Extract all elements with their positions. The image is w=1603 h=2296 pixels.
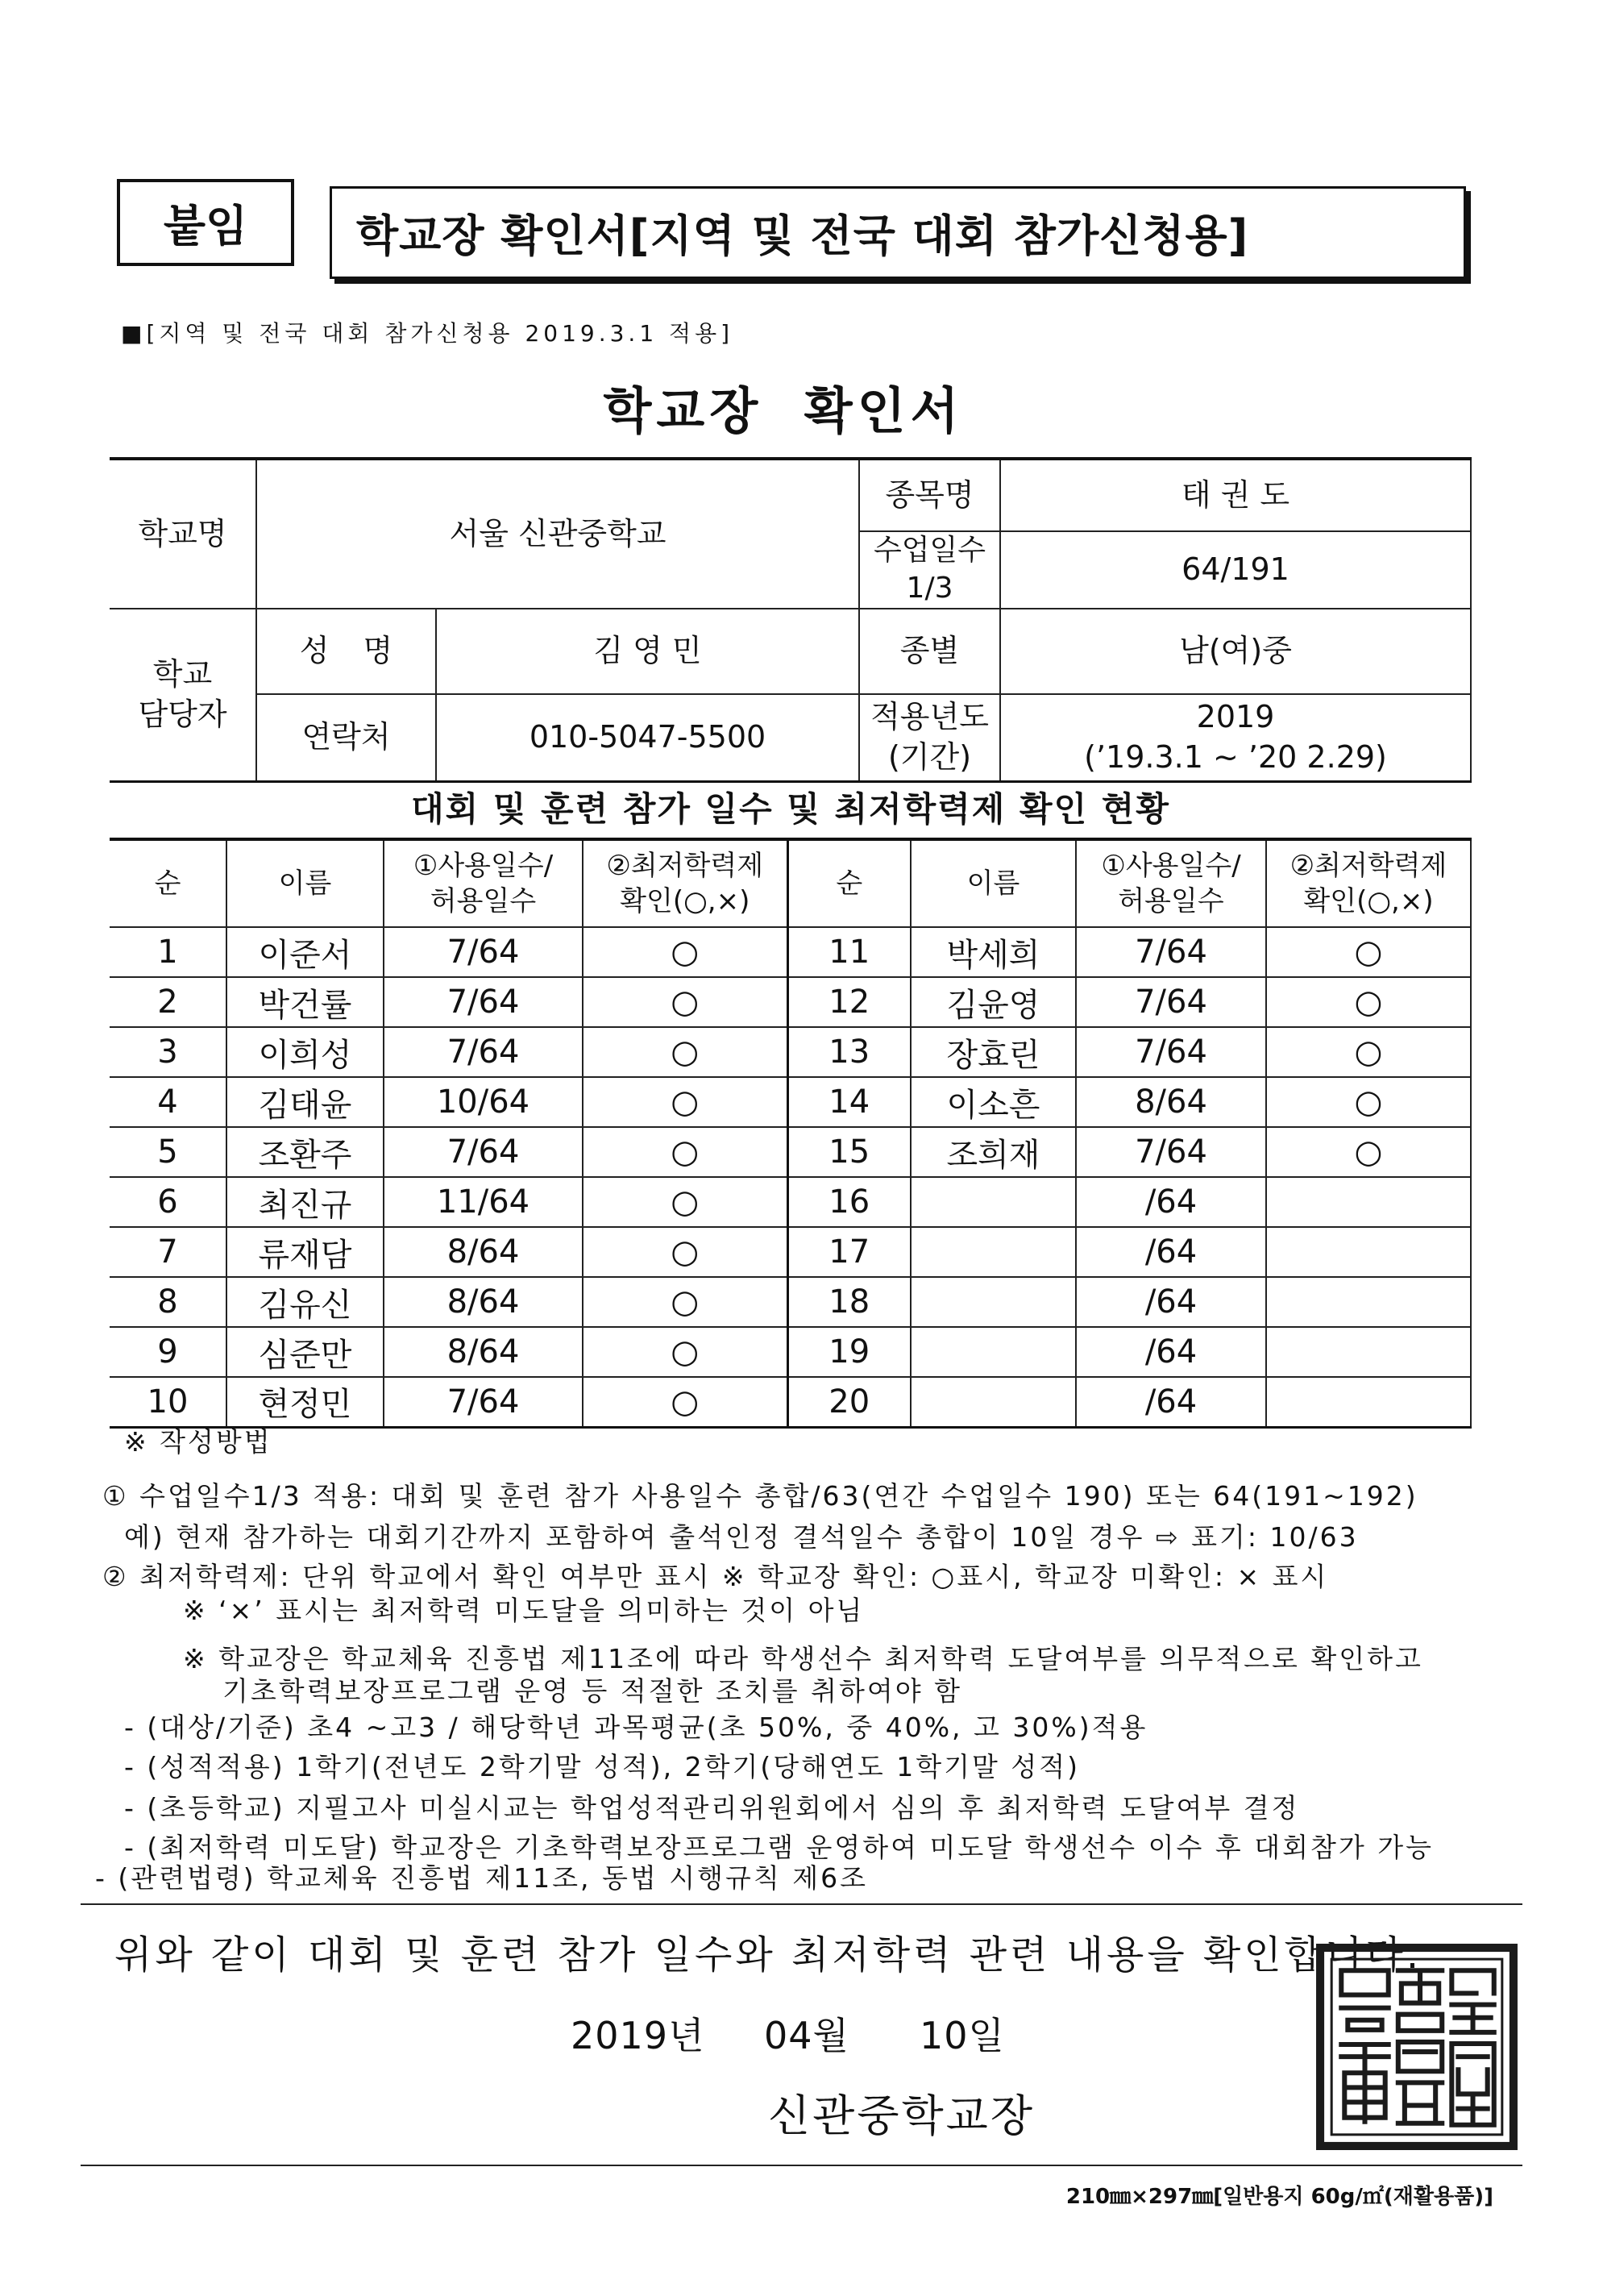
row-number: 18 bbox=[787, 1277, 911, 1327]
school-info-table bbox=[110, 457, 1472, 783]
class-days-label bbox=[859, 531, 1000, 609]
athlete-name: 최진규 bbox=[226, 1177, 384, 1227]
header-min-academic-line2: 확인(○,×) bbox=[620, 885, 750, 917]
days-used: /64 bbox=[1076, 1377, 1266, 1427]
confirmation-statement: 위와 같이 대회 및 훈련 참가 일수와 최저학력 관련 내용을 확인합니다. bbox=[114, 1932, 1422, 1978]
days-used: /64 bbox=[1076, 1227, 1266, 1277]
athlete-name bbox=[911, 1327, 1076, 1377]
manager-label-line2: 담당자 bbox=[138, 696, 227, 732]
min-academic-check bbox=[1266, 1377, 1471, 1427]
days-used: 7/64 bbox=[384, 1377, 583, 1427]
class-days-label-line2: 1/3 bbox=[906, 571, 953, 605]
school-name-value: 서울 신관중학교 bbox=[256, 459, 859, 609]
row-number: 20 bbox=[787, 1377, 911, 1427]
manager-label bbox=[110, 609, 256, 782]
athlete-name bbox=[911, 1277, 1076, 1327]
header-number: 순 bbox=[110, 839, 226, 927]
roster-row bbox=[110, 1227, 1471, 1277]
roster-row bbox=[110, 1027, 1471, 1077]
row-number: 13 bbox=[787, 1027, 911, 1077]
row-number: 10 bbox=[110, 1377, 226, 1427]
apply-period: (’19.3.1 ~ ’20 2.29) bbox=[1084, 738, 1387, 775]
row-number: 12 bbox=[787, 977, 911, 1027]
min-academic-check: ○ bbox=[583, 1077, 787, 1127]
days-used: /64 bbox=[1076, 1327, 1266, 1377]
official-seal-stamp bbox=[1315, 1943, 1518, 2151]
header-min-academic-line1: ②최저학력제 bbox=[1289, 849, 1447, 882]
athlete-name: 이소흔 bbox=[911, 1077, 1076, 1127]
date-month: 04월 bbox=[764, 2014, 849, 2057]
min-academic-check bbox=[1266, 1177, 1471, 1227]
athlete-name: 박세희 bbox=[911, 927, 1076, 977]
apply-year-label-line2: (기간) bbox=[887, 738, 972, 775]
athlete-name: 김유신 bbox=[226, 1277, 384, 1327]
athlete-name: 심준만 bbox=[226, 1327, 384, 1377]
manager-label-line1: 학교 bbox=[152, 656, 213, 693]
row-number: 4 bbox=[110, 1077, 226, 1127]
signer-title: 신관중학교장 bbox=[768, 2090, 1035, 2141]
header-days-used-line2: 허용일수 bbox=[1118, 885, 1224, 917]
footer-divider bbox=[81, 2165, 1522, 2166]
header-days-used-line2: 허용일수 bbox=[430, 885, 537, 917]
apply-year-label bbox=[859, 694, 1000, 782]
athlete-name: 박건률 bbox=[226, 977, 384, 1027]
min-academic-check: ○ bbox=[1266, 977, 1471, 1027]
row-number: 7 bbox=[110, 1227, 226, 1277]
row-number: 14 bbox=[787, 1077, 911, 1127]
header-days-used-line1: ①사용일수/ bbox=[1101, 849, 1241, 882]
attachment-label: 붙임 bbox=[117, 179, 294, 266]
roster-row bbox=[110, 1377, 1471, 1427]
note-line: - (성적적용) 1학기(전년도 2학기말 성적), 2학기(당해연도 1학기말 성적) bbox=[124, 1751, 1081, 1782]
note-line: ② 최저학력제: 단위 학교에서 확인 여부만 표시 ※ 학교장 확인: ○표시, 학교장 미확인: × 표시 bbox=[102, 1561, 1329, 1592]
row-number: 11 bbox=[787, 927, 911, 977]
row-number: 5 bbox=[110, 1127, 226, 1177]
row-number: 2 bbox=[110, 977, 226, 1027]
min-academic-check: ○ bbox=[583, 1177, 787, 1227]
min-academic-check: ○ bbox=[583, 927, 787, 977]
min-academic-check: ○ bbox=[583, 1377, 787, 1427]
row-number: 3 bbox=[110, 1027, 226, 1077]
min-academic-check: ○ bbox=[583, 977, 787, 1027]
row-number: 6 bbox=[110, 1177, 226, 1227]
min-academic-check bbox=[1266, 1227, 1471, 1277]
note-line: - (관련법령) 학교체육 진흥법 제11조, 동법 시행규칙 제6조 bbox=[95, 1862, 868, 1894]
days-used: 8/64 bbox=[384, 1277, 583, 1327]
days-used: 7/64 bbox=[384, 1027, 583, 1077]
note-line: ① 수업일수1/3 적용: 대회 및 훈련 참가 사용일수 총합/63(연간 수업일수 190) 또는 64(191~192) bbox=[102, 1480, 1418, 1512]
days-used: 7/64 bbox=[1076, 927, 1266, 977]
athlete-name: 이준서 bbox=[226, 927, 384, 977]
min-academic-check bbox=[1266, 1277, 1471, 1327]
row-number: 8 bbox=[110, 1277, 226, 1327]
roster-row bbox=[110, 1177, 1471, 1227]
min-academic-check: ○ bbox=[583, 1227, 787, 1277]
manager-name-label: 성 명 bbox=[256, 609, 436, 694]
notes-heading: ※ 작성방법 bbox=[124, 1426, 272, 1458]
class-days-value: 64/191 bbox=[1000, 531, 1471, 609]
form-note: ■[지역 및 전국 대회 참가신청용 2019.3.1 적용] bbox=[121, 320, 734, 347]
days-used: 7/64 bbox=[384, 977, 583, 1027]
days-used: 10/64 bbox=[384, 1077, 583, 1127]
divider bbox=[81, 1903, 1522, 1905]
min-academic-check: ○ bbox=[583, 1277, 787, 1327]
header-name: 이름 bbox=[911, 839, 1076, 927]
form-title: 학교장 확인서 bbox=[603, 381, 964, 440]
days-used: 8/64 bbox=[384, 1327, 583, 1377]
date-year: 2019년 bbox=[571, 2014, 705, 2057]
roster-row bbox=[110, 1327, 1471, 1377]
min-academic-check: ○ bbox=[1266, 927, 1471, 977]
athlete-name: 김윤영 bbox=[911, 977, 1076, 1027]
paper-spec: 210㎜×297㎜[일반용지 60g/㎡(재활용품)] bbox=[1065, 2185, 1493, 2209]
min-academic-check: ○ bbox=[1266, 1077, 1471, 1127]
row-number: 16 bbox=[787, 1177, 911, 1227]
note-line: - (초등학교) 지필고사 미실시교는 학업성적관리위원회에서 심의 후 최저학력 도달여부 결정 bbox=[124, 1792, 1300, 1824]
days-used: /64 bbox=[1076, 1277, 1266, 1327]
note-line: ※ ‘×’ 표시는 최저학력 미도달을 의미하는 것이 아님 bbox=[183, 1595, 865, 1626]
row-number: 15 bbox=[787, 1127, 911, 1177]
note-line: 예) 현재 참가하는 대회기간까지 포함하여 출석인정 결석일수 총합이 10일 경우 ⇨ 표기: 10/63 bbox=[124, 1521, 1359, 1553]
roster-row bbox=[110, 1077, 1471, 1127]
days-used: 11/64 bbox=[384, 1177, 583, 1227]
days-used: 8/64 bbox=[384, 1227, 583, 1277]
note-line: - (최저학력 미도달) 학교장은 기초학력보장프로그램 운영하여 미도달 학생선수 이수 후 대회참가 가능 bbox=[124, 1832, 1435, 1863]
athlete-name bbox=[911, 1227, 1076, 1277]
athlete-name: 조희재 bbox=[911, 1127, 1076, 1177]
roster-row bbox=[110, 927, 1471, 977]
athlete-name: 장효린 bbox=[911, 1027, 1076, 1077]
header-number: 순 bbox=[787, 839, 911, 927]
contact-label: 연락처 bbox=[256, 694, 436, 782]
days-used: /64 bbox=[1076, 1177, 1266, 1227]
days-used: 7/64 bbox=[384, 1127, 583, 1177]
header-days-used bbox=[1076, 839, 1266, 927]
row-number: 17 bbox=[787, 1227, 911, 1277]
athlete-name: 김태윤 bbox=[226, 1077, 384, 1127]
banner-title: 학교장 확인서[지역 및 전국 대회 참가신청용] bbox=[330, 186, 1466, 279]
note-line: 기초학력보장프로그램 운영 등 적절한 조치를 취하여야 함 bbox=[222, 1675, 963, 1707]
header-days-used-line1: ①사용일수/ bbox=[413, 849, 554, 882]
header-min-academic-line1: ②최저학력제 bbox=[606, 849, 764, 882]
header-min-academic bbox=[1266, 839, 1471, 927]
row-number: 19 bbox=[787, 1327, 911, 1377]
athlete-name: 현정민 bbox=[226, 1377, 384, 1427]
header-min-academic-line2: 확인(○,×) bbox=[1303, 885, 1434, 917]
roster-table bbox=[110, 838, 1472, 1429]
roster-title: 대회 및 훈련 참가 일수 및 최저학력제 확인 현황 bbox=[411, 789, 1170, 829]
row-number: 9 bbox=[110, 1327, 226, 1377]
roster-header-row bbox=[110, 839, 1471, 927]
roster-row bbox=[110, 977, 1471, 1027]
note-line: - (대상/기준) 초4 ~고3 / 해당학년 과목평균(초 50%, 중 40%, 고 30%)적용 bbox=[124, 1712, 1148, 1743]
days-used: 8/64 bbox=[1076, 1077, 1266, 1127]
days-used: 7/64 bbox=[1076, 977, 1266, 1027]
note-line: ※ 학교장은 학교체육 진흥법 제11조에 따라 학생선수 최저학력 도달여부를 의무적으로 확인하고 bbox=[183, 1643, 1423, 1674]
sport-label: 종목명 bbox=[859, 459, 1000, 531]
header-min-academic bbox=[583, 839, 787, 927]
school-name-label: 학교명 bbox=[110, 459, 256, 609]
contact-value: 010-5047-5500 bbox=[436, 694, 859, 782]
class-days-label-line1: 수업일수 bbox=[873, 534, 986, 567]
min-academic-check bbox=[1266, 1327, 1471, 1377]
athlete-name: 조환주 bbox=[226, 1127, 384, 1177]
sport-value: 태 권 도 bbox=[1000, 459, 1471, 531]
athlete-name bbox=[911, 1177, 1076, 1227]
athlete-name: 류재담 bbox=[226, 1227, 384, 1277]
min-academic-check: ○ bbox=[1266, 1127, 1471, 1177]
header-days-used bbox=[384, 839, 583, 927]
athlete-name: 이희성 bbox=[226, 1027, 384, 1077]
min-academic-check: ○ bbox=[1266, 1027, 1471, 1077]
roster-row bbox=[110, 1277, 1471, 1327]
roster-row bbox=[110, 1127, 1471, 1177]
row-number: 1 bbox=[110, 927, 226, 977]
apply-year-value bbox=[1000, 694, 1471, 782]
min-academic-check: ○ bbox=[583, 1127, 787, 1177]
apply-year-label-line1: 적용년도 bbox=[870, 699, 989, 735]
category-value: 남(여)중 bbox=[1000, 609, 1471, 694]
days-used: 7/64 bbox=[1076, 1027, 1266, 1077]
min-academic-check: ○ bbox=[583, 1027, 787, 1077]
header-name: 이름 bbox=[226, 839, 384, 927]
manager-name-value: 김 영 민 bbox=[436, 609, 859, 694]
date-day: 10일 bbox=[920, 2014, 1005, 2057]
days-used: 7/64 bbox=[384, 927, 583, 977]
category-label: 종별 bbox=[859, 609, 1000, 694]
athlete-name bbox=[911, 1377, 1076, 1427]
min-academic-check: ○ bbox=[583, 1327, 787, 1377]
apply-year: 2019 bbox=[1196, 699, 1275, 735]
days-used: 7/64 bbox=[1076, 1127, 1266, 1177]
